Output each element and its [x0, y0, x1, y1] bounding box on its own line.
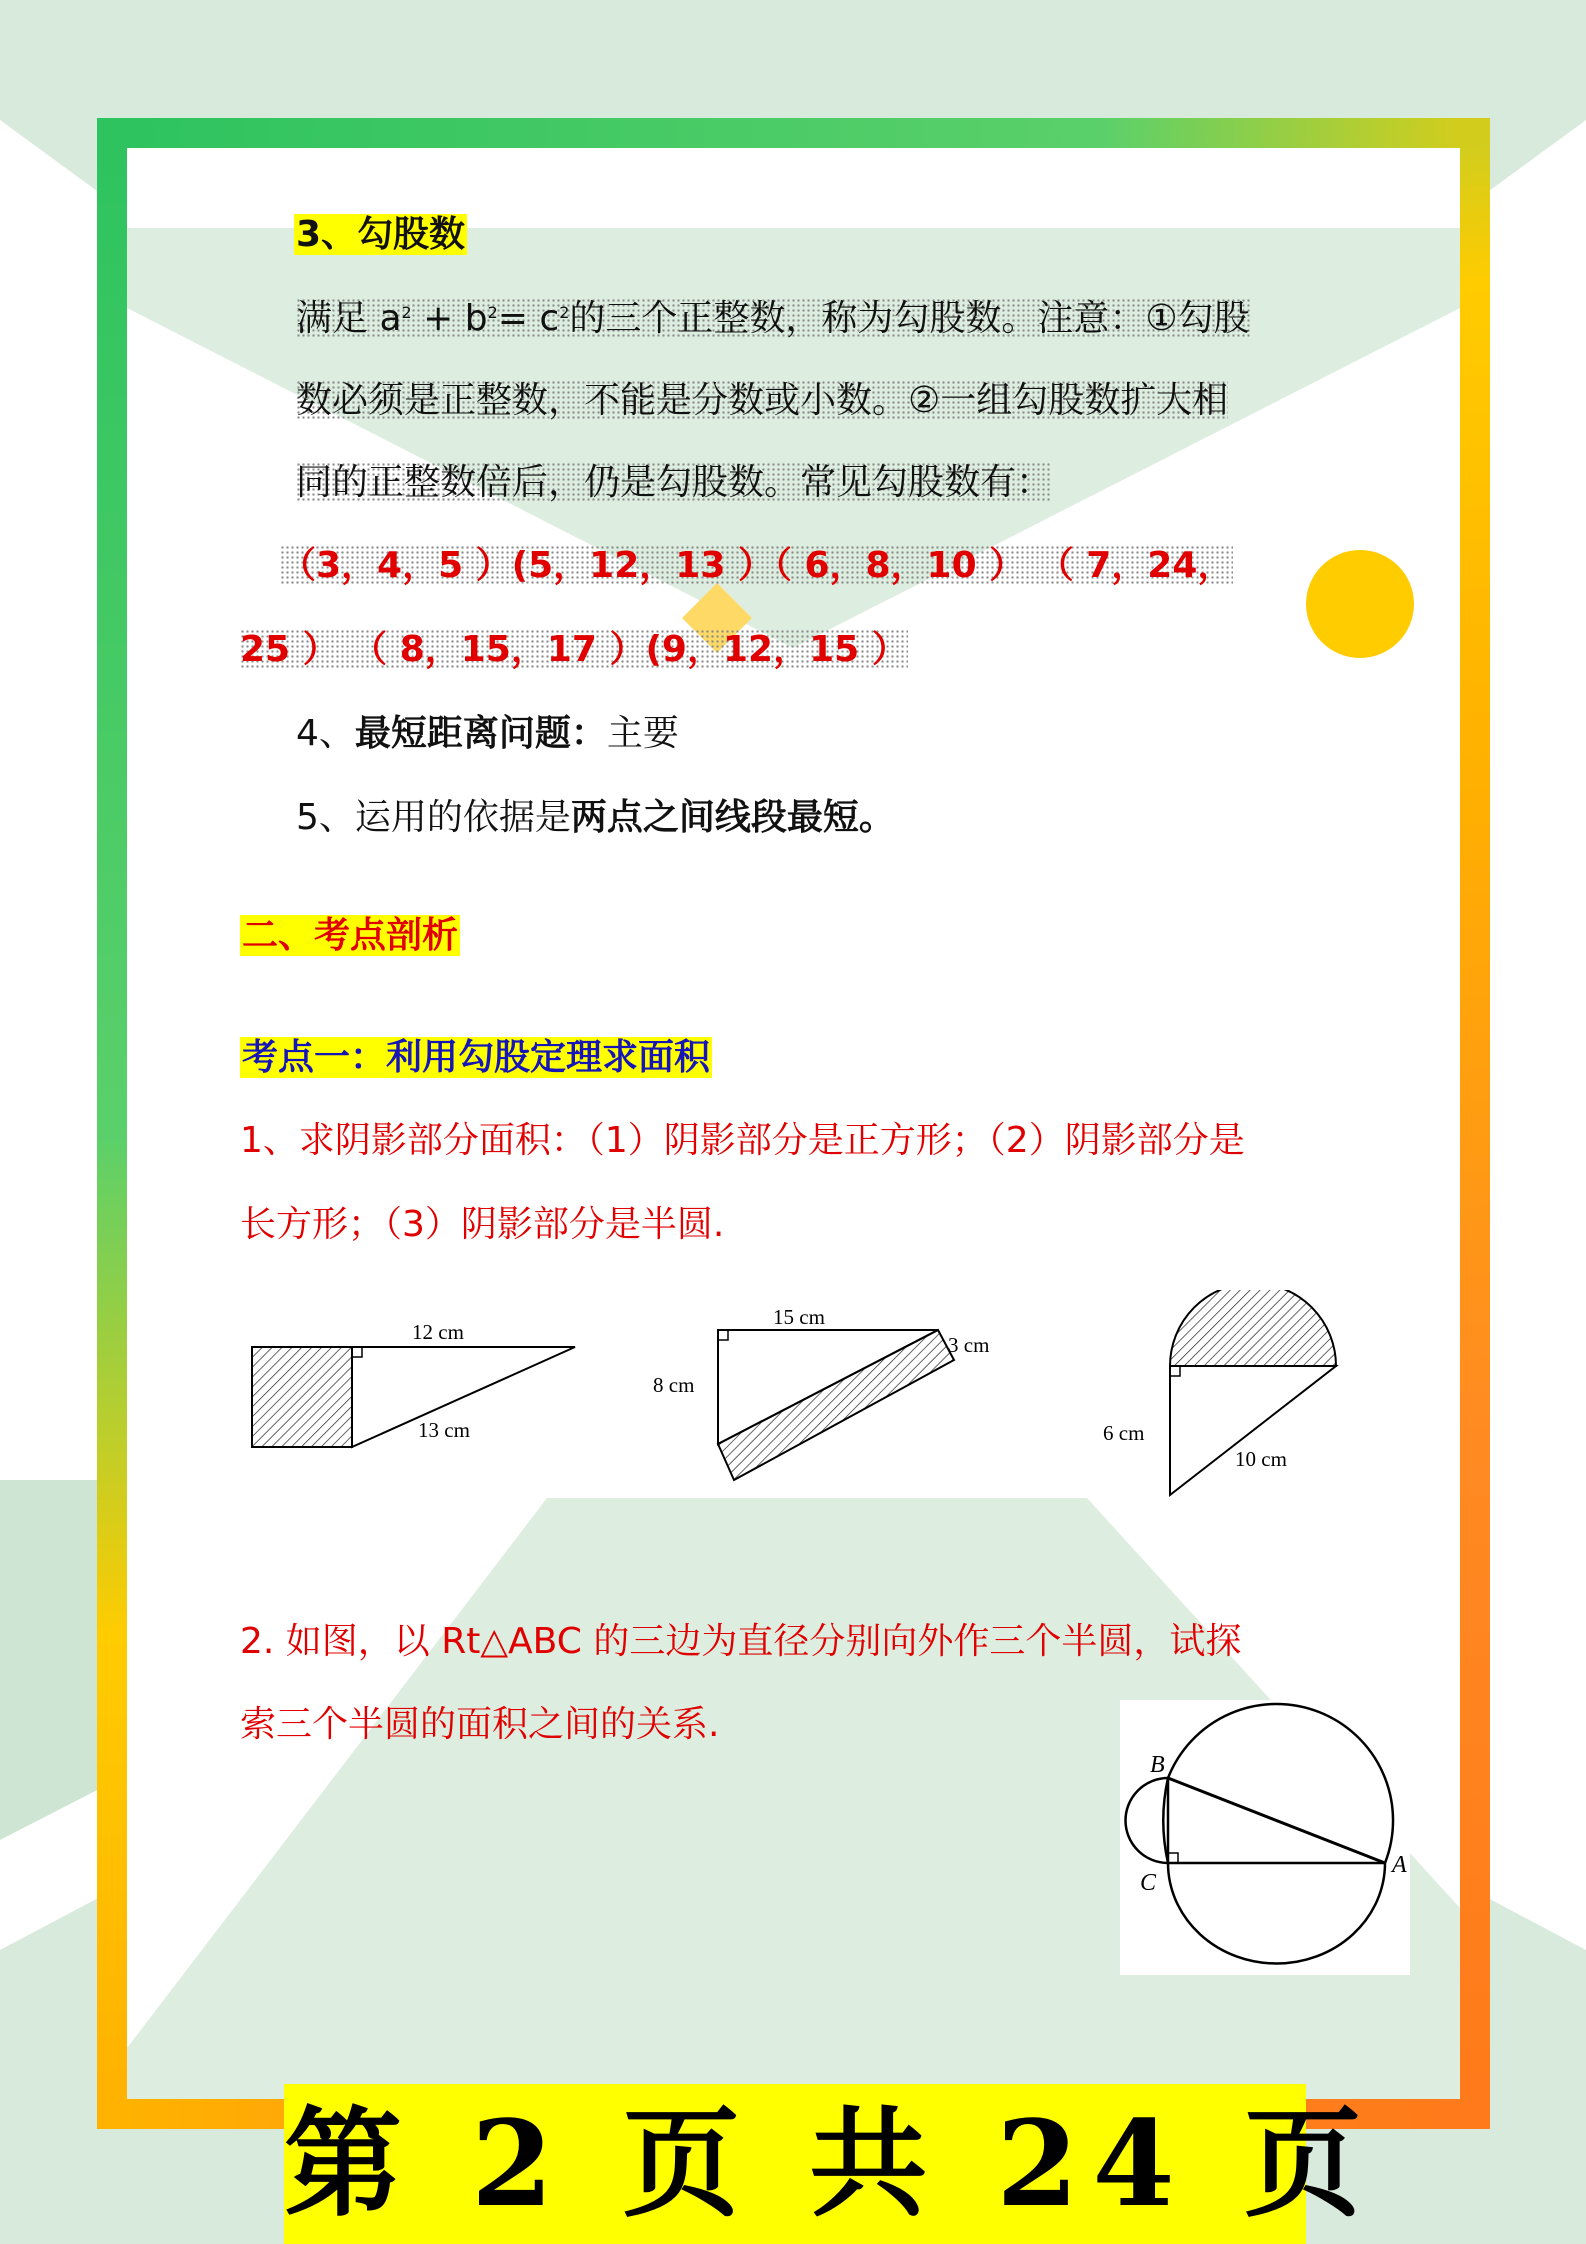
item5-text: 运用的依据是 — [354, 797, 571, 838]
figure-square-shaded — [252, 1320, 575, 1447]
exponent: 2 — [401, 303, 412, 322]
right-angle-mark — [718, 1330, 728, 1340]
definition-text: = c — [497, 298, 560, 339]
item5 — [296, 793, 895, 843]
shaded-semicircle — [1170, 1290, 1336, 1366]
label-a: A — [1392, 1852, 1407, 1878]
fig1-hyp-label: 13 cm — [418, 1418, 470, 1442]
item4-number: 4、 — [296, 713, 355, 754]
triples-line1: （3，4，5 ）(5，12，13 ）（ 6，8，10 ） （ 7，24， — [280, 545, 1234, 586]
problem2-line1: 2. 如图，以 Rt△ABC 的三边为直径分别向外作三个半圆，试探 — [240, 1621, 1242, 1662]
definition-text: 的三个正整数，称为勾股数。注意：①勾股 — [569, 298, 1250, 339]
label-c: C — [1140, 1870, 1157, 1896]
definition-line2: 数必须是正整数，不能是分数或小数。②一组勾股数扩大相 — [296, 380, 1229, 421]
problem2-line2: 索三个半圆的面积之间的关系. — [240, 1704, 720, 1745]
shaded-rectangle — [718, 1330, 954, 1480]
shaded-square — [252, 1347, 352, 1447]
problem2-figure — [1120, 1700, 1410, 1975]
definition-text: 满足 a — [296, 298, 402, 339]
fig2-right-label: 3 cm — [948, 1333, 990, 1357]
item4-rest: 主要 — [606, 713, 679, 754]
item5-bold: 两点之间线段最短。 — [570, 797, 895, 838]
page-footer: 第 2 页 共 24 页 — [284, 2084, 1306, 2244]
definition-line3: 同的正整数倍后，仍是勾股数。常见勾股数有： — [296, 462, 1053, 503]
right-angle-mark — [352, 1347, 362, 1357]
fig2-left-label: 8 cm — [653, 1373, 695, 1397]
figure-rectangle-shaded — [653, 1305, 989, 1480]
definition-line1 — [296, 298, 1250, 339]
fig3-hyp-label: 10 cm — [1235, 1447, 1287, 1471]
definition-text: + b — [411, 298, 488, 339]
problem1-line1: 1、求阴影部分面积：（1）阴影部分是正方形；（2）阴影部分是 — [240, 1120, 1245, 1161]
item4 — [296, 709, 679, 759]
problem1-line2: 长方形；（3）阴影部分是半圆. — [240, 1204, 725, 1245]
section2-heading: 二、考点剖析 — [242, 915, 459, 956]
label-b: B — [1150, 1752, 1165, 1778]
fig3-left-label: 6 cm — [1103, 1421, 1145, 1445]
section3-heading: 3、勾股数 — [296, 214, 466, 255]
decorative-circle — [1306, 550, 1414, 658]
fig2-top-label: 15 cm — [773, 1305, 825, 1329]
item5-number: 5、 — [296, 797, 355, 838]
right-triangle — [1170, 1366, 1336, 1495]
exponent: 2 — [487, 303, 498, 322]
item4-bold: 最短距离问题： — [354, 713, 607, 754]
figure-semicircle-shaded — [1103, 1290, 1336, 1495]
kaodian1-heading: 考点一：利用勾股定理求面积 — [242, 1037, 711, 1078]
exponent: 2 — [559, 303, 570, 322]
fig1-top-label: 12 cm — [412, 1320, 464, 1344]
right-angle-mark — [1170, 1366, 1180, 1376]
triples-line2: 25 ） （ 8，15，17 ）(9，12，15 ） — [240, 629, 908, 670]
problem1-figures — [230, 1290, 1360, 1510]
